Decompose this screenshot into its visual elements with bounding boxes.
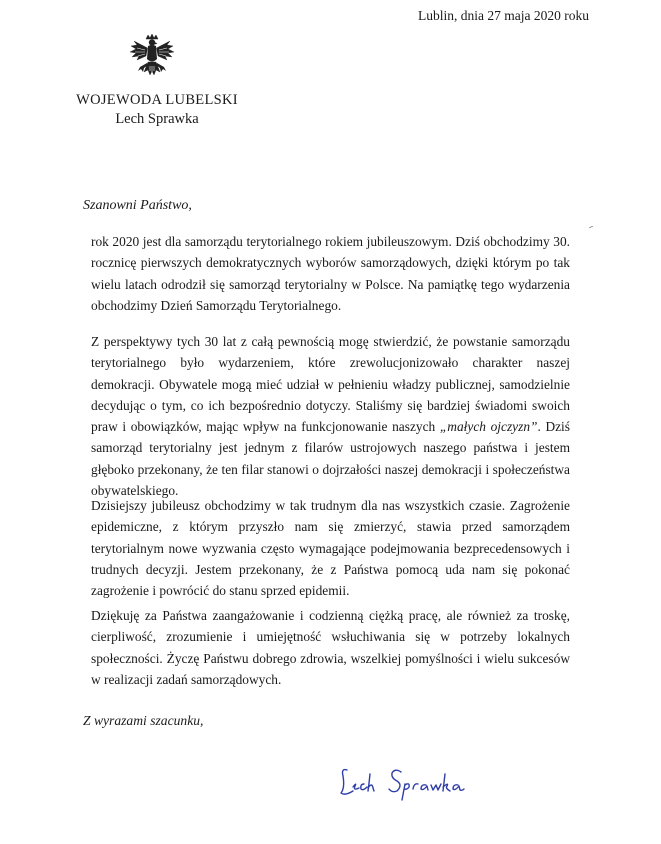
- white-eagle-emblem-icon: [128, 33, 176, 83]
- scan-speck: [589, 215, 593, 217]
- closing-phrase: Z wyrazami szacunku,: [83, 713, 204, 728]
- paragraph-perspective: [91, 331, 570, 501]
- office-title: WOJEWODA LUBELSKI: [76, 92, 238, 108]
- handwritten-signature: [335, 760, 475, 805]
- paragraph-text: Z perspektywy tych 30 lat z całą pewnością mogę stwierdzić, że powstanie samorządu terytorialnego było wydarzeniem, które zrewolucjonizowało charakter naszej demokracji. Obywatele mogą mieć udział w pełnieniu władzy publicznej, samodzielnie decydując o tym, co ich bezpośrednio dotyczy. Staliśmy się bardziej świadomi swoich praw i obowiązków, mając wpływ na funkcjonowanie naszych: [91, 334, 570, 435]
- letter-date: Lublin, dnia 27 maja 2020 roku: [418, 8, 589, 23]
- paragraph-anniversary: rok 2020 jest dla samorządu terytorialnego rokiem jubileuszowym. Dziś obchodzimy 30. rocznicę pierwszych demokratycznych wyborów samorządowych, dzięki którym po tak wielu latach odrodził się samorząd terytorialny w Polsce. Na pamiątkę tego wydarzenia obchodzimy Dzień Samorządu Terytorialnego.: [91, 234, 570, 313]
- sender-block: [74, 91, 240, 129]
- salutation: Szanowni Państwo,: [83, 198, 192, 213]
- paragraph-epidemic: Dzisiejszy jubileusz obchodzimy w tak trudnym dla nas wszystkich czasie. Zagrożenie epidemiczne, z którym przyszło nam się zmierzyć, stawia przed samorządem terytorialnym nowe wyzwania często wymagające podejmowania bezprecedensowych i trudnych decyzji. Jestem przekonany, że z Państwa pomocą uda nam się pokonać zagrożenie i powrócić do stanu sprzed epidemii.: [91, 498, 570, 599]
- paragraph-thanks: Dziękuję za Państwa zaangażowanie i codzienną ciężką pracę, ale również za troskę, cierpliwość, zrozumienie i umiejętność wsłuchiwania się w potrzeby lokalnych społeczności. Życzę Państwu dobrego zdrowia, wszelkiej pomyślności i wielu sukcesów w realizacji zadań samorządowych.: [91, 608, 570, 687]
- office-holder-name: Lech Sprawka: [115, 111, 199, 127]
- paragraph-text: . Dziś samorząd terytorialny jest jednym z filarów ustrojowych naszego państwa i jestem głęboko przekonany, że ten filar stanowi o dojrzałości naszej demokracji i społeczeństwa obywatelskiego.: [91, 419, 570, 499]
- emphasized-phrase: „małych ojczyzn”: [439, 419, 538, 435]
